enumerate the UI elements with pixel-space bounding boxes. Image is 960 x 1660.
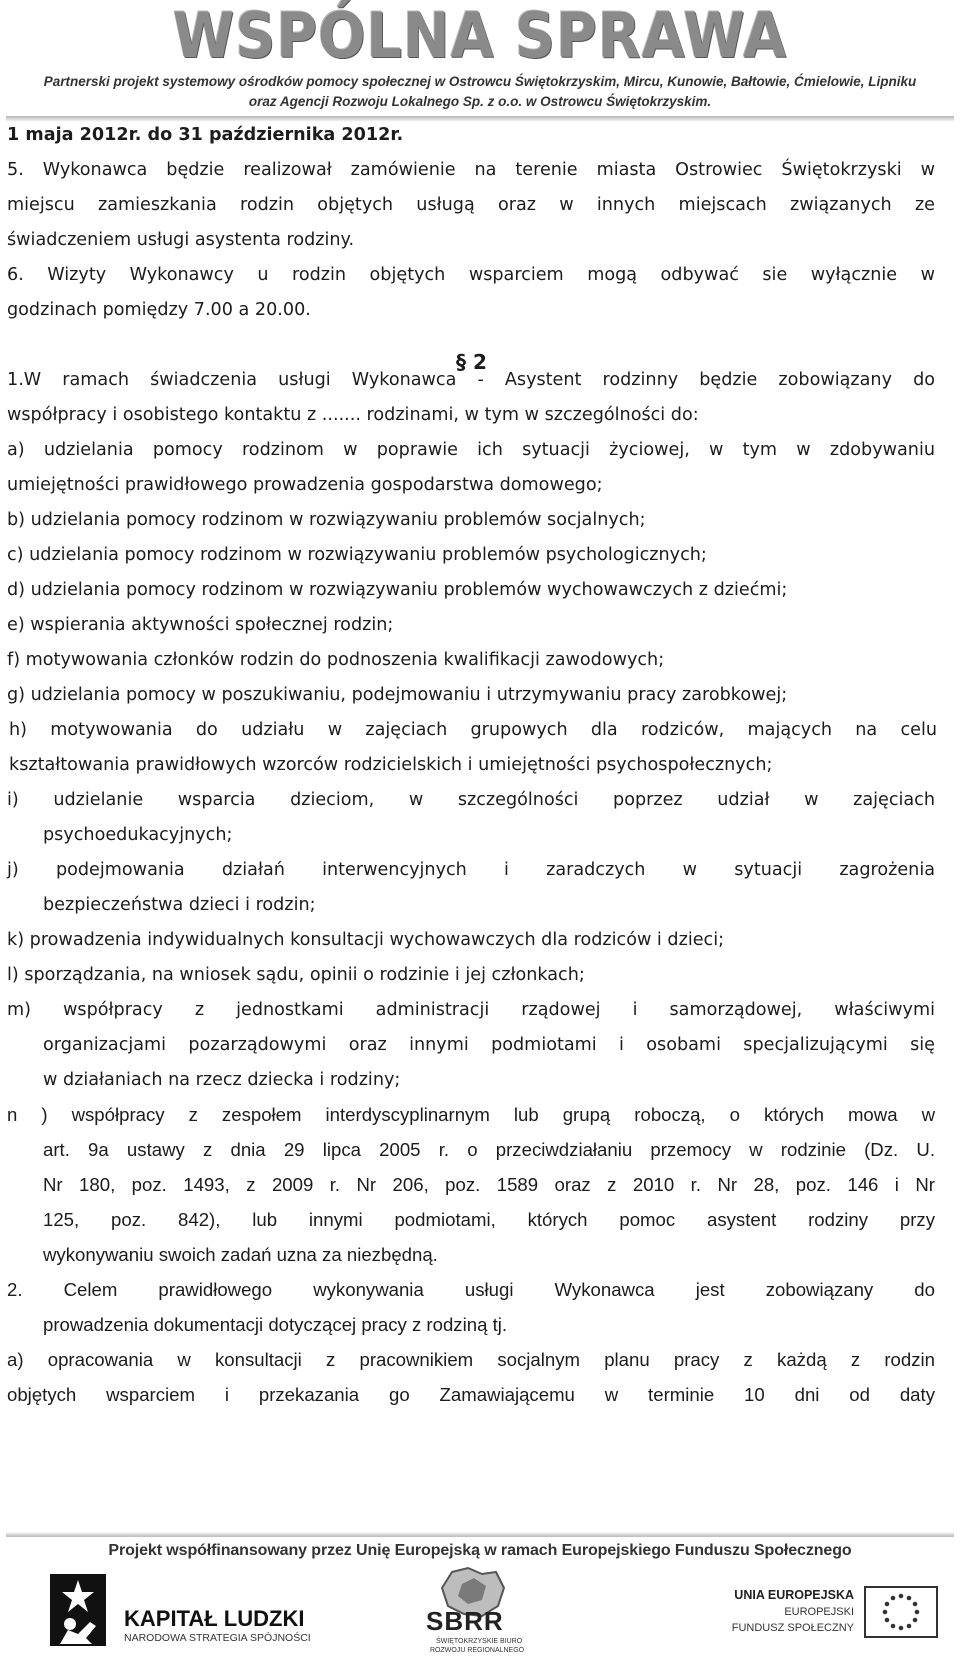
header-divider xyxy=(6,116,954,122)
sbrr-name-line1: ŚWIĘTOKRZYSKIE BIURO xyxy=(436,1638,523,1645)
list-item-line: i) udzielanie wsparcia dzieciom, w szczególności poprzez udział w zajęciach xyxy=(7,790,935,810)
kapital-ludzki-emblem-icon xyxy=(48,1572,108,1648)
list-item-line: h) motywowania do udziału w zajęciach grupowych dla rodziców, mających na celu xyxy=(9,720,937,740)
sbrr-logo xyxy=(408,1566,538,1656)
kapital-ludzki-logo xyxy=(48,1572,311,1652)
eu-name-line2: EUROPEJSKI xyxy=(784,1606,854,1618)
sbrr-abbreviation: SBRR xyxy=(426,1606,504,1636)
list-item-line: w działaniach na rzecz dziecka i rodziny; xyxy=(43,1070,401,1090)
paragraph-line: miejscu zamieszkania rodzin objętych usługą oraz w innych miejscach związanych ze xyxy=(7,195,935,215)
paragraph-line: godzinach pomiędzy 7.00 a 20.00. xyxy=(7,300,311,320)
list-item-line: e) wspierania aktywności społecznej rodzin; xyxy=(7,615,394,635)
list-item-line: f) motywowania członków rodzin do podnoszenia kwalifikacji zawodowych; xyxy=(7,650,665,670)
header-subtitle-line2: oraz Agencji Rozwoju Lokalnego Sp. z o.o. w Ostrowcu Świętokrzyskim. xyxy=(248,94,712,109)
list-item-line: b) udzielania pomocy rodzinom w rozwiązywaniu problemów socjalnych; xyxy=(7,510,646,530)
list-item-line: psychoedukacyjnych; xyxy=(43,825,233,845)
page-header xyxy=(0,0,960,118)
eu-flag-icon xyxy=(864,1586,938,1638)
list-item-line: art. 9a ustawy z dnia 29 lipca 2005 r. o przeciwdziałaniu przemocy w rodzinie (Dz. U. xyxy=(43,1139,935,1160)
paragraph-line: świadczeniem usługi asystenta rodziny. xyxy=(7,230,355,250)
list-item-line: a) opracowania w konsultacji z pracownikiem socjalnym planu pracy z każdą z rodzin xyxy=(7,1349,935,1370)
kapital-ludzki-subtitle: NARODOWA STRATEGIA SPÓJNOŚCI xyxy=(124,1632,311,1644)
list-item-line: Nr 180, poz. 1493, z 2009 r. Nr 206, poz. 1589 oraz z 2010 r. Nr 28, poz. 146 i Nr xyxy=(43,1174,935,1195)
eu-name-line1: UNIA EUROPEJSKA xyxy=(734,1588,854,1602)
header-subtitle-line1: Partnerski projekt systemowy ośrodków pomocy społecznej w Ostrowcu Świętokrzyskim, Mircu, Kunowie, Bałtowie, Ćmielowie, Lipniku xyxy=(43,74,917,89)
list-item-line: objętych wsparciem i przekazania go Zamawiającemu w terminie 10 dni od daty xyxy=(7,1384,935,1405)
period-line: 1 maja 2012r. do 31 października 2012r. xyxy=(7,125,404,145)
kapital-ludzki-title: KAPITAŁ LUDZKI xyxy=(124,1606,305,1631)
eu-name-line3: FUNDUSZ SPOŁECZNY xyxy=(731,1622,854,1634)
list-item-line: n ) współpracy z zespołem interdyscyplinarnym lub grupą roboczą, o których mowa w xyxy=(7,1104,935,1125)
list-item-line: k) prowadzenia indywidualnych konsultacji wychowawczych dla rodziców i dzieci; xyxy=(7,930,725,950)
section-sign-heading: § 2 xyxy=(456,350,487,374)
paragraph-line: 5. Wykonawca będzie realizował zamówienie na terenie miasta Ostrowiec Świętokrzyski w xyxy=(7,160,935,180)
list-item-line: a) udzielania pomocy rodzinom w poprawie ich sytuacji życiowej, w tym w zdobywaniu xyxy=(7,440,935,460)
paragraph-line: współpracy i osobistego kontaktu z ....... rodzinami, w tym w szczególności do: xyxy=(7,405,699,425)
header-title: WSPÓLNA SPRAWA xyxy=(172,0,788,72)
list-item-line: kształtowania prawidłowych wzorców rodzicielskich i umiejętności psychospołecznych; xyxy=(9,755,773,775)
list-item-line: g) udzielania pomocy w poszukiwaniu, podejmowaniu i utrzymywaniu pracy zarobkowej; xyxy=(7,685,788,705)
sbrr-name-line2: ROZWOJU REGIONALNEGO xyxy=(430,1647,525,1654)
list-item-line: organizacjami pozarządowymi oraz innymi podmiotami i osobami specjalizującymi się xyxy=(43,1035,935,1055)
cofinance-notice: Projekt współfinansowany przez Unię Europejską w ramach Europejskiego Funduszu Społecznego xyxy=(108,1542,852,1559)
footer-divider xyxy=(6,1532,954,1537)
list-item-line: m) współpracy z jednostkami administracji rządowej i samorządowej, właściwymi xyxy=(7,1000,935,1020)
paragraph-line: 6. Wizyty Wykonawcy u rodzin objętych wsparciem mogą odbywać sie wyłącznie w xyxy=(7,265,935,285)
list-item-line: 125, poz. 842), lub innymi podmiotami, których pomoc asystent rodziny przy xyxy=(43,1209,935,1230)
list-item-line: j) podejmowania działań interwencyjnych i zaradczych w sytuacji zagrożenia xyxy=(7,860,935,880)
paragraph-line: 1.W ramach świadczenia usługi Wykonawca - Asystent rodzinny będzie zobowiązany do xyxy=(7,370,935,390)
paragraph-line: 2. Celem prawidłowego wykonywania usługi Wykonawca jest zobowiązany do xyxy=(7,1279,935,1300)
list-item-line: wykonywaniu swoich zadań uzna za niezbędną. xyxy=(43,1244,438,1265)
paragraph-line: prowadzenia dokumentacji dotyczącej pracy z rodziną tj. xyxy=(43,1314,508,1335)
list-item-line: l) sporządzania, na wniosek sądu, opinii o rodzinie i jej członkach; xyxy=(7,965,585,985)
list-item-line: umiejętności prawidłowego prowadzenia gospodarstwa domowego; xyxy=(7,475,603,495)
list-item-line: d) udzielania pomocy rodzinom w rozwiązywaniu problemów wychowawczych z dziećmi; xyxy=(7,580,788,600)
eu-fund-logo xyxy=(720,1582,940,1652)
list-item-line: bezpieczeństwa dzieci i rodzin; xyxy=(43,895,316,915)
list-item-line: c) udzielania pomocy rodzinom w rozwiązywaniu problemów psychologicznych; xyxy=(7,545,707,565)
